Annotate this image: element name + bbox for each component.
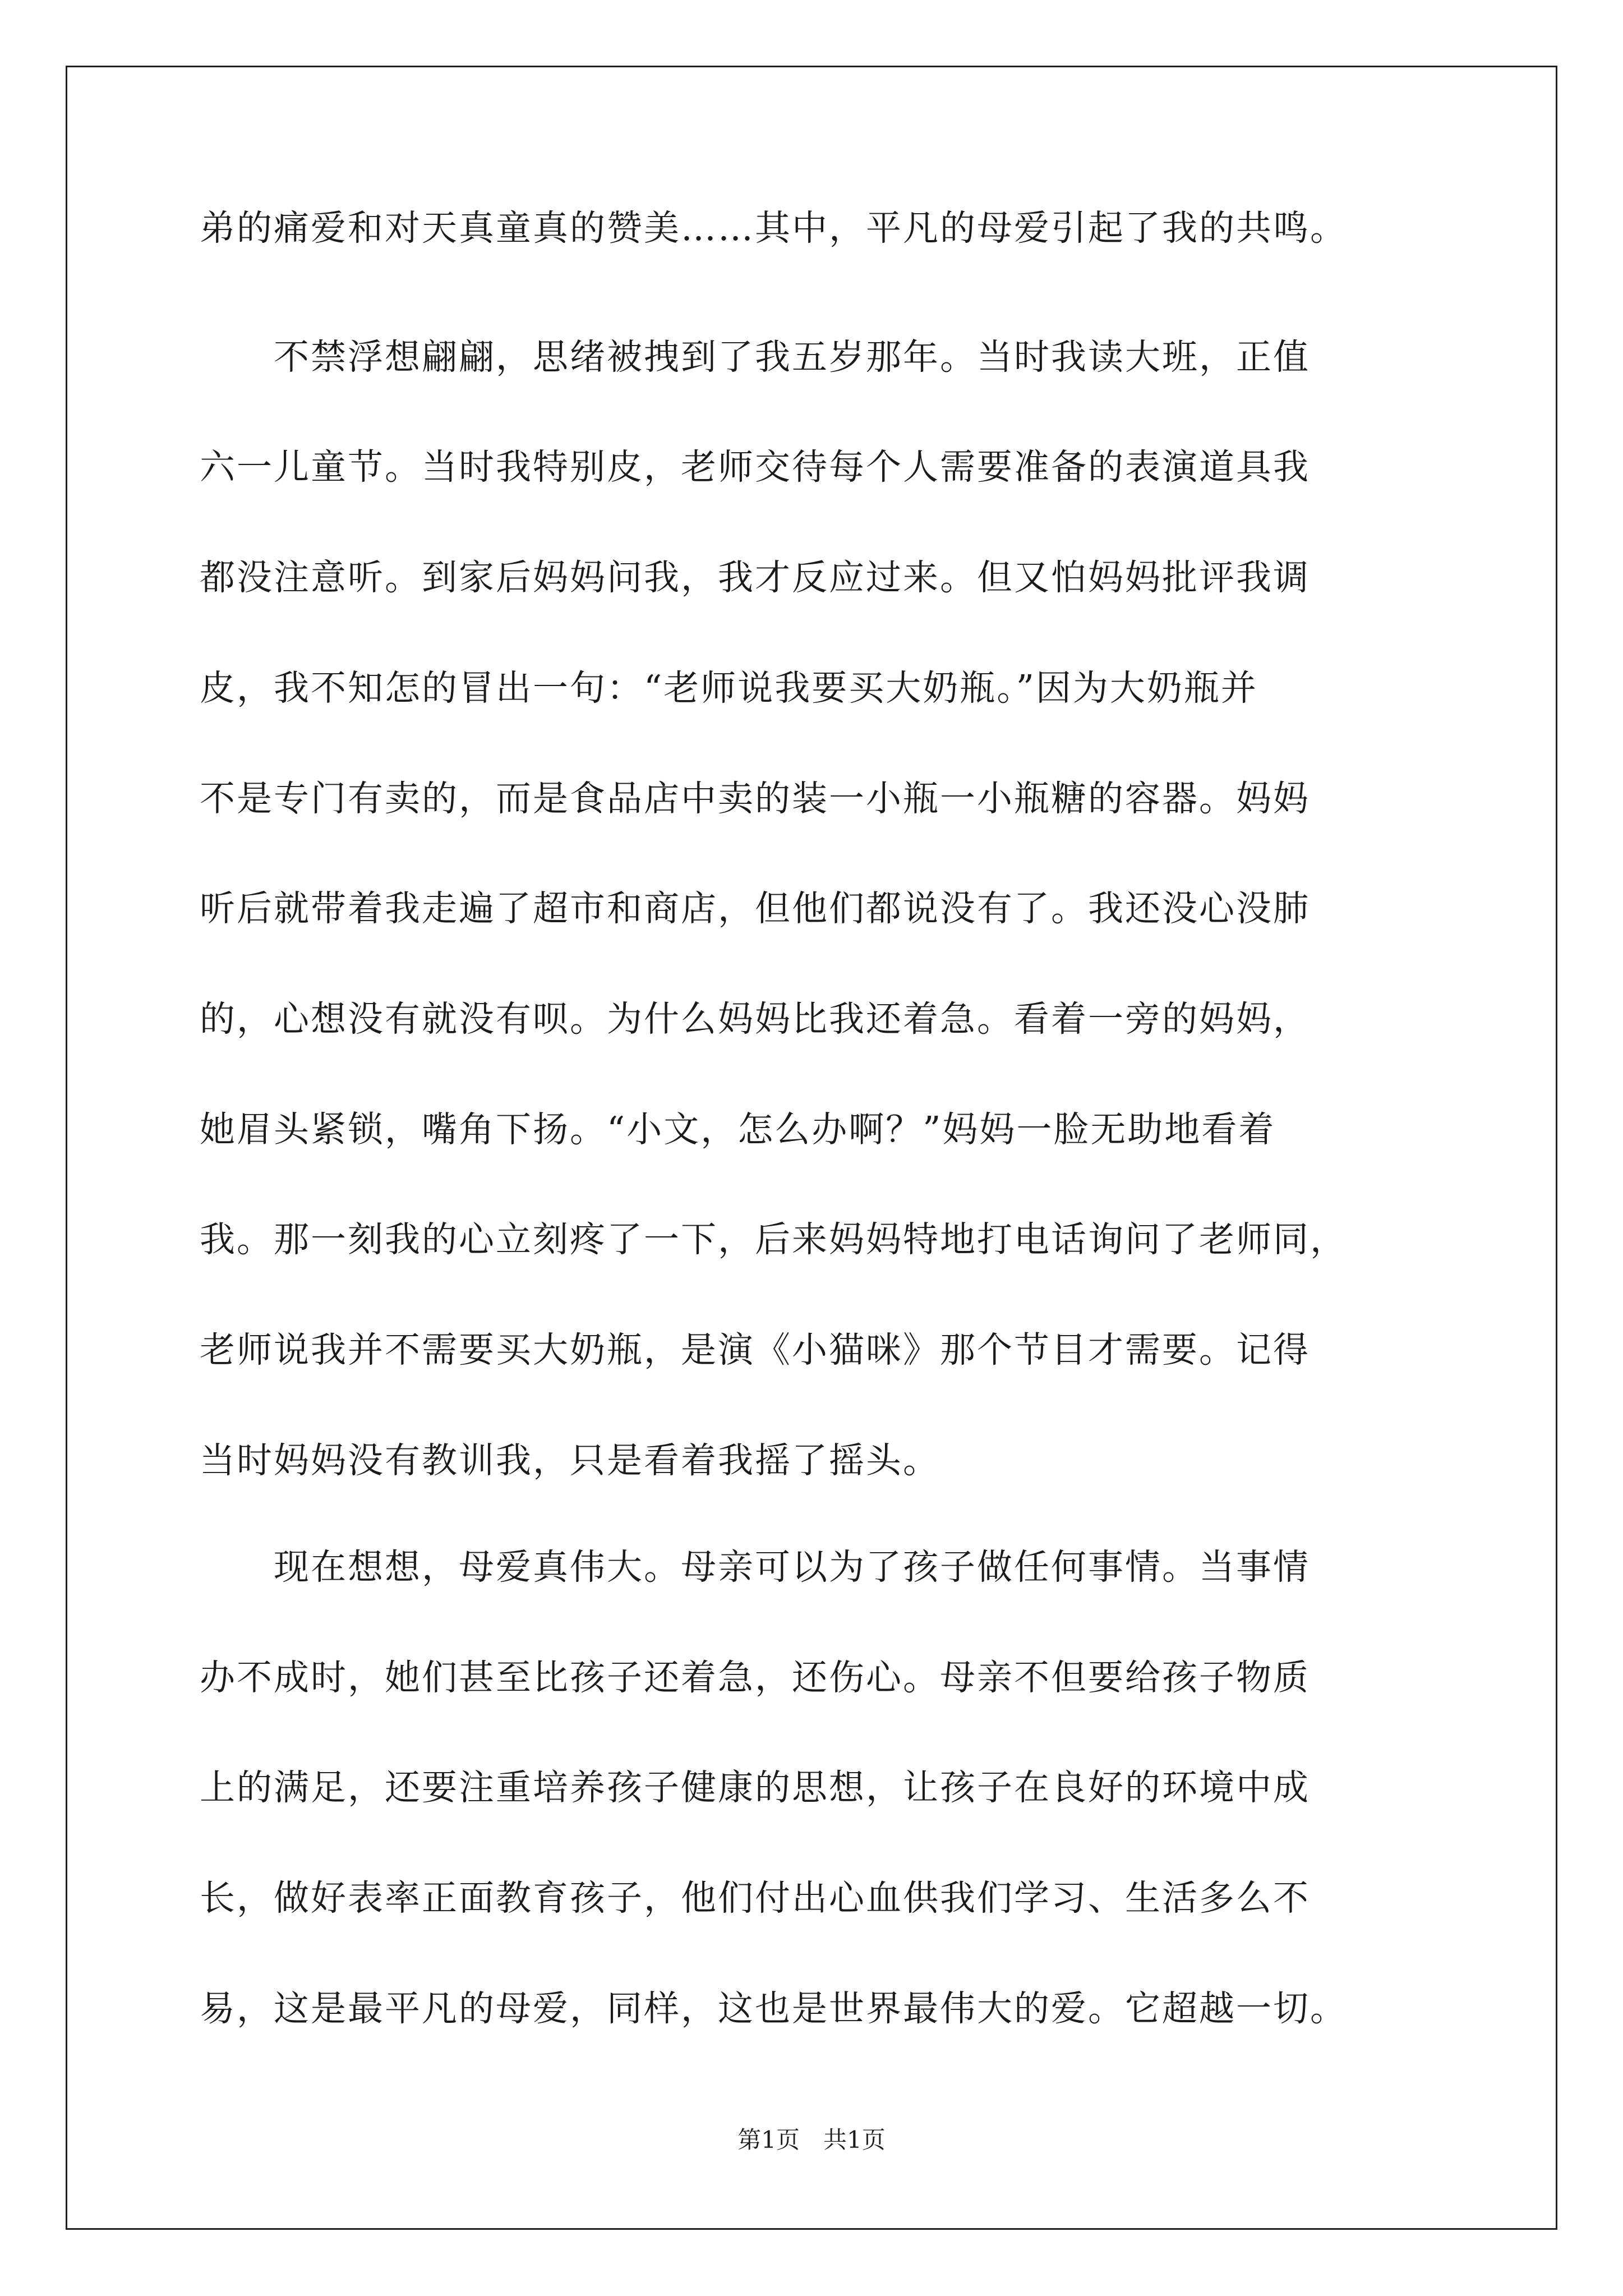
text-line: 我。那一刻我的心立刻疼了一下，后来妈妈特地打电话询问了老师同， — [200, 1219, 1347, 1260]
text-line: 皮，我不知怎的冒出一句：“老师说我要买大奶瓶。”因为大奶瓶并 — [200, 668, 1258, 708]
text-line: 六一儿童节。当时我特别皮，老师交待每个人需要准备的表演道具我 — [200, 447, 1310, 487]
text-line: 现在想想，母爱真伟大。母亲可以为了孩子做任何事情。当事情 — [200, 1547, 1310, 1588]
text-line: 的，心想没有就没有呗。为什么妈妈比我还着急。看着一旁的妈妈， — [200, 999, 1310, 1039]
page-number-footer: 第1页 共1页 — [737, 2126, 886, 2154]
text-line: 上的满足，还要注重培养孩子健康的思想，让孩子在良好的环境中成 — [200, 1767, 1310, 1808]
text-line: 听后就带着我走遍了超市和商店，但他们都说没有了。我还没心没肺 — [200, 888, 1310, 929]
text-line: 长，做好表率正面教育孩子，他们付出心血供我们学习、生活多么不 — [200, 1878, 1310, 1918]
text-line: 都没注意听。到家后妈妈问我，我才反应过来。但又怕妈妈批评我调 — [200, 557, 1310, 598]
text-line: 办不成时，她们甚至比孩子还着急，还伤心。母亲不但要给孩子物质 — [200, 1657, 1310, 1698]
text-line: 她眉头紧锁，嘴角下扬。“小文，怎么办啊？”妈妈一脸无助地看着 — [200, 1109, 1276, 1150]
text-line: 易，这是最平凡的母爱，同样，这也是世界最伟大的爱。它超越一切。 — [200, 1988, 1347, 2029]
text-line: 当时妈妈没有教训我，只是看着我摇了摇头。 — [200, 1440, 940, 1481]
text-line: 不禁浮想翩翩，思绪被拽到了我五岁那年。当时我读大班，正值 — [200, 337, 1310, 378]
text-line: 老师说我并不需要买大奶瓶，是演《小猫咪》那个节目才需要。记得 — [200, 1329, 1310, 1370]
text-line: 不是专门有卖的，而是食品店中卖的装一小瓶一小瓶糖的容器。妈妈 — [200, 778, 1310, 819]
text-line: 弟的痛爱和对天真童真的赞美……其中，平凡的母爱引起了我的共鸣。 — [200, 208, 1347, 249]
